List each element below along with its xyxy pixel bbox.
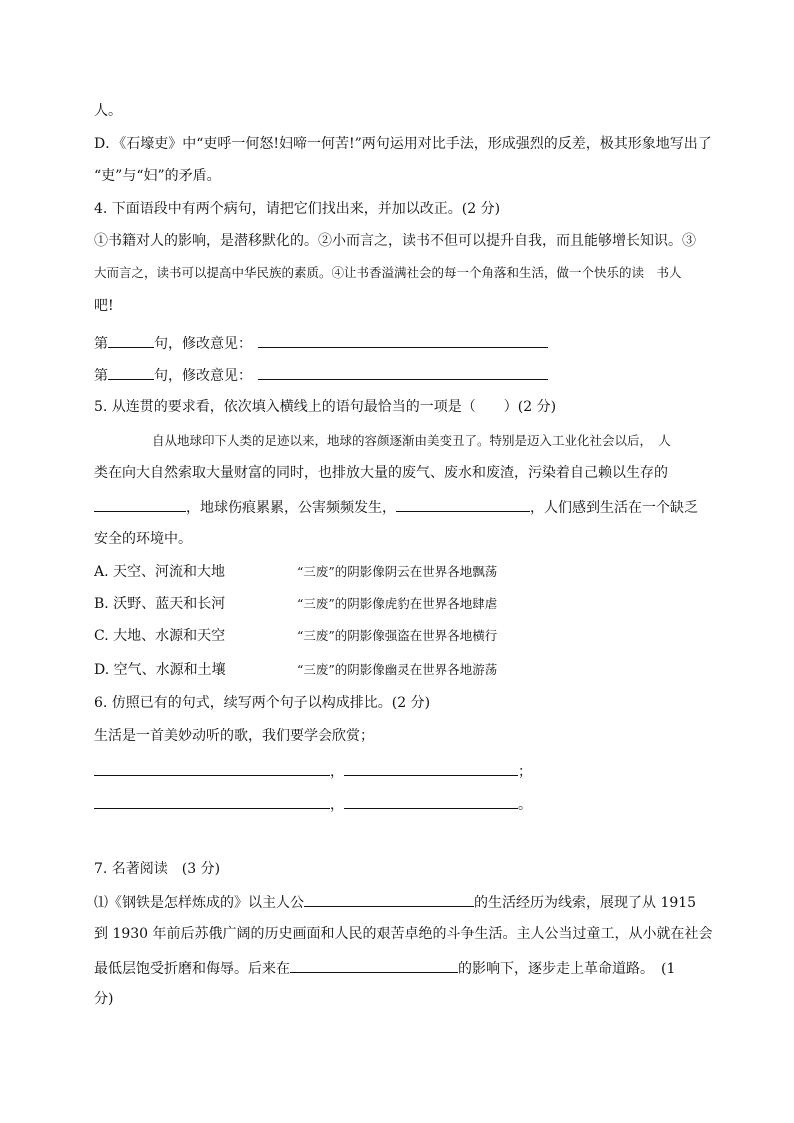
option-c[interactable]	[94, 626, 694, 646]
q6-given-sentence: 生活是一首美妙动听的歌，我们要学会欣赏；	[94, 728, 374, 744]
answer-blank[interactable]	[344, 760, 518, 776]
q5-passage-line-3	[94, 496, 698, 518]
text-line: 人。	[94, 103, 122, 119]
q7-line-3	[94, 957, 675, 979]
punctuation: ，	[330, 797, 344, 813]
q5-passage-line-2: 类在向大自然索取大量财富的同时，也排放大量的废气、废水和废渣，污染着自己赖以生存的	[94, 465, 668, 481]
q6-answer-row-2	[94, 793, 532, 815]
label: 第	[94, 368, 108, 384]
label: 第	[94, 336, 108, 352]
q5-passage-line-1: 自从地球印下人类的足迹以来，地球的容颜逐渐由美变丑了。特别是迈入工业化社会以后， 人	[152, 433, 671, 448]
q4-passage-line-1: ①书籍对人的影响，是潜移默化的。②小而言之，读书不但可以提升自我，而且能够增长知识。③	[94, 233, 696, 249]
revision-blank[interactable]	[258, 332, 548, 348]
sentence-number-blank[interactable]	[108, 364, 154, 380]
q5-passage-line-4: 安全的环境中。	[94, 531, 192, 547]
answer-blank[interactable]	[94, 793, 330, 809]
q4-answer-row-1	[94, 332, 548, 354]
label: 句，修改意见：	[154, 336, 252, 352]
option-b-label: B. 沃野、蓝天和长河	[94, 596, 226, 612]
option-b[interactable]	[94, 594, 694, 614]
answer-blank[interactable]	[94, 760, 330, 776]
question-7-title: 7. 名著阅读 (3 分)	[94, 861, 221, 877]
option-a-text: “三废”的阴影像阴云在世界各地飘荡	[297, 564, 498, 579]
option-d-text: “三废”的阴影像幽灵在世界各地游荡	[297, 662, 498, 677]
punctuation: ；	[518, 764, 532, 780]
option-a-label: A. 天空、河流和大地	[94, 564, 226, 580]
option-d[interactable]	[94, 660, 694, 680]
option-c-label: C. 大地、水源和天空	[94, 628, 226, 644]
q7-line-4: 分)	[94, 991, 114, 1007]
option-d-label: D. 空气、水源和土壤	[94, 662, 226, 678]
text: 的影响下，逐步走上革命道路。 (1	[458, 961, 676, 977]
option-b-text: “三废”的阴影像虎豹在世界各地肆虐	[297, 596, 498, 611]
option-a[interactable]	[94, 562, 694, 582]
text: 的生活经历为线索，展现了从 1915	[474, 895, 697, 911]
text: ⑴《钢铁是怎样炼成的》以主人公	[94, 895, 304, 911]
question-4-title: 4. 下面语段中有两个病句，请把它们找出来，并加以改正。(2 分)	[94, 201, 501, 217]
fill-blank-1[interactable]	[94, 496, 186, 512]
option-c-text: “三废”的阴影像强盗在世界各地横行	[297, 628, 498, 643]
punctuation: 。	[518, 797, 532, 813]
option-d-text: D．《石壕吏》中“吏呼一何怒!妇啼一何苦!”两句运用对比手法，形成强烈的反差，极其形象地写出了	[94, 136, 712, 152]
answer-blank[interactable]	[344, 793, 518, 809]
question-5-title: 5. 从连贯的要求看，依次填入横线上的语句最恰当的一项是（ ）(2 分)	[94, 399, 557, 415]
q7-line-2: 到 1930 年前后苏俄广阔的历史画面和人民的艰苦卓绝的斗争生活。主人公当过童工，从小就在社会	[94, 926, 713, 942]
q6-answer-row-1	[94, 760, 532, 782]
protagonist-blank[interactable]	[304, 891, 474, 907]
q4-passage-line-2: 大而言之，读书可以提高中华民族的素质。④让书香溢满社会的每一个角落和生活，做一个快乐的读 书人	[94, 265, 682, 280]
question-6-title: 6. 仿照已有的句式，续写两个句子以构成排比。(2 分)	[94, 695, 431, 711]
revision-blank[interactable]	[258, 364, 548, 380]
text-line: “吏”与“妇”的矛盾。	[94, 168, 221, 184]
q7-line-1	[94, 891, 696, 913]
label: 句，修改意见：	[154, 368, 252, 384]
sentence-number-blank[interactable]	[108, 332, 154, 348]
q4-passage-line-3: 吧!	[94, 298, 114, 314]
text: ，地球伤痕累累，公害频频发生，	[186, 500, 396, 516]
fill-blank-2[interactable]	[396, 496, 530, 512]
punctuation: ，	[330, 764, 344, 780]
text: ，人们感到生活在一个缺乏	[530, 500, 698, 516]
q4-answer-row-2	[94, 364, 548, 386]
text: 最低层饱受折磨和侮辱。后来在	[94, 961, 290, 977]
influence-blank[interactable]	[290, 957, 458, 973]
